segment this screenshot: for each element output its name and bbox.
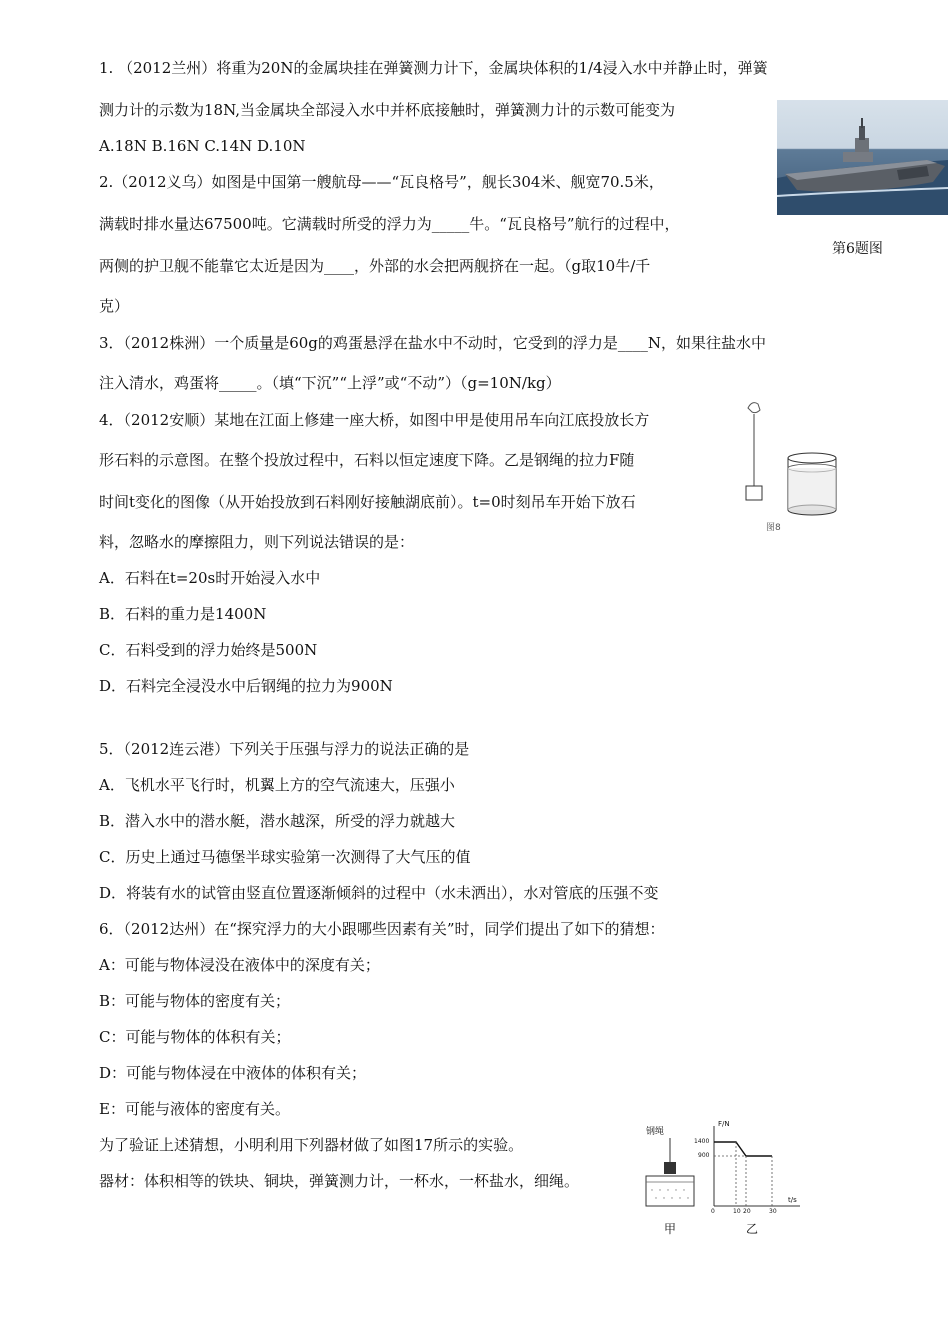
carrier-illustration: [777, 100, 948, 215]
q5-option-c: C．历史上通过马德堡半球实验第一次测得了大气压的值: [99, 848, 471, 866]
q6-equipment-line: 器材：体积相等的铁块、铜块，弹簧测力计，一杯水，一杯盐水，细绳。: [99, 1172, 580, 1190]
q1-line-1: 1. （2012兰州）将重为20N的金属块挂在弹簧测力计下，金属块体积的1/4浸入水中并静止时，弹簧: [99, 59, 768, 77]
fig6-caption: 第6题图: [832, 241, 883, 257]
crane-stone-diagram: [740, 398, 840, 538]
q6-stem: 6．（2012达州）在“探究浮力的大小跟哪些因素有关”时，同学们提出了如下的猜想：: [99, 920, 665, 938]
graph-x-tick: 20: [743, 1208, 751, 1215]
q4-line-2: 形石料的示意图。在整个投放过程中，石料以恒定速度下降。乙是钢绳的拉力F随: [99, 451, 635, 469]
q6-hypothesis-b: B：可能与物体的密度有关；: [99, 992, 291, 1010]
q5-option-b: B．潜入水中的潜水艇，潜水越深，所受的浮力就越大: [99, 812, 456, 830]
graph-x-axis-label: t/s: [788, 1196, 797, 1204]
q2-line-1: 2.（2012义乌）如图是中国第一艘航母——“瓦良格号”，舰长304米、舰宽70.5米，: [99, 173, 664, 191]
q4-line-4: 料，忽略水的摩擦阻力，则下列说法错误的是：: [99, 533, 415, 551]
q1-line-2: 测力计的示数为18N,当金属块全部浸入水中并杯底接触时，弹簧测力计的示数可能变为: [99, 101, 676, 119]
q3-line-2: 注入清水，鸡蛋将_____。（填“下沉”“上浮”或“不动”）（g=10N/kg）: [99, 374, 561, 392]
crane-stone-figure: [740, 398, 840, 538]
q4-option-c: C．石料受到的浮力始终是500N: [99, 641, 318, 659]
q6-hypothesis-d: D：可能与物体浸在中液体的体积有关；: [99, 1064, 367, 1082]
graph-y-tick: 900: [698, 1152, 710, 1159]
q5-option-d: D．将装有水的试管由竖直位置逐渐倾斜的过程中（水未洒出），水对管底的压强不变: [99, 884, 659, 902]
q6-hypothesis-c: C：可能与物体的体积有关；: [99, 1028, 291, 1046]
fig17-rope-label: 钢绳: [646, 1127, 665, 1137]
q6-hypothesis-a: A：可能与物体浸没在液体中的深度有关；: [99, 956, 380, 974]
q4-option-b: B．石料的重力是1400N: [99, 605, 267, 623]
graph-x-tick: 30: [769, 1208, 777, 1215]
graph-y-tick: 1400: [694, 1138, 710, 1145]
q3-line-1: 3．（2012株洲）一个质量是60g的鸡蛋悬浮在盐水中不动时，它受到的浮力是____N，如果往盐水中: [99, 334, 767, 352]
graph-x-tick: 0: [711, 1208, 715, 1215]
q4-option-a: A．石料在t=20s时开始浸入水中: [99, 569, 321, 587]
fig17-label-yi: 乙: [746, 1222, 759, 1236]
aircraft-carrier-photo: [777, 100, 948, 215]
q4-option-d: D．石料完全浸没水中后钢绳的拉力为900N: [99, 677, 393, 695]
fig8-label: 图8: [766, 523, 781, 533]
q6-hypothesis-e: E：可能与液体的密度有关。: [99, 1100, 290, 1118]
q4-line-3: 时间t变化的图像（从开始投放到石料刚好接触湖底前）。t=0时刻吊车开始下放石: [99, 493, 636, 511]
q2-line-2: 满载时排水量达67500吨。它满载时所受的浮力为_____牛。“瓦良格号”航行的过程中，: [99, 215, 680, 233]
fig17-label-jia: 甲: [664, 1222, 677, 1236]
q6-verify-line: 为了验证上述猜想，小明利用下列器材做了如图17所示的实验。: [99, 1136, 524, 1154]
q2-line-4: 克）: [99, 297, 130, 315]
q5-stem: 5．（2012连云港）下列关于压强与浮力的说法正确的是: [99, 740, 470, 758]
graph-y-axis-label: F/N: [718, 1120, 730, 1128]
graph-x-tick: 10: [733, 1208, 741, 1215]
q4-line-1: 4．（2012安顺）某地在江面上修建一座大桥，如图中甲是使用吊车向江底投放长方: [99, 411, 650, 429]
q1-options: A.18N B.16N C.14N D.10N: [99, 137, 306, 155]
q2-line-3: 两侧的护卫舰不能靠它太近是因为____，外部的水会把两舰挤在一起。（g取10牛/千: [99, 257, 651, 275]
fig17-figure: [638, 1120, 808, 1248]
q5-option-a: A．飞机水平飞行时，机翼上方的空气流速大，压强小: [99, 776, 455, 794]
